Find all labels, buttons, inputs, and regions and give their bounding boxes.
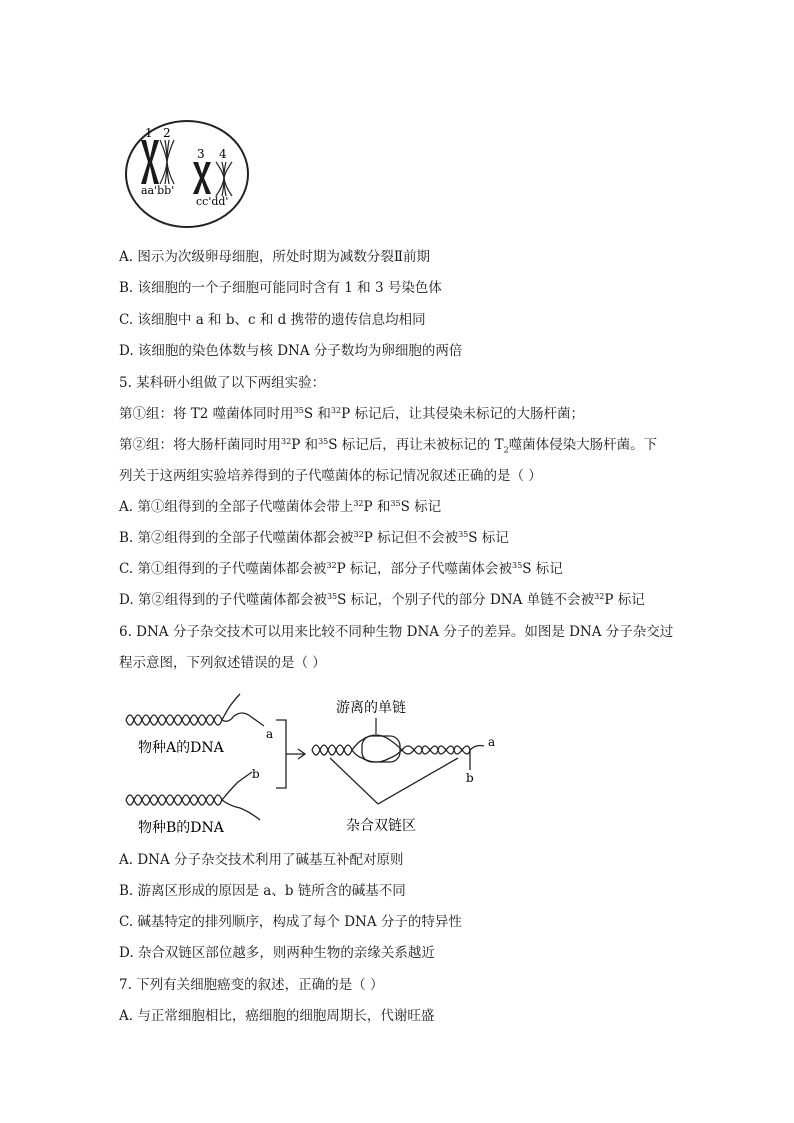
q7-stem: 7. 下列有关细胞癌变的叙述，正确的是（ ） bbox=[119, 977, 384, 993]
q5-b-text-c: S 标记 bbox=[468, 530, 509, 546]
q5-a-text-b: P 和 bbox=[363, 499, 391, 515]
allele-labels-left: aa'bb' bbox=[141, 184, 175, 197]
q5-c-text-b: P 标记，部分子代噬菌体会被 bbox=[336, 561, 512, 577]
q5-d-text-b: S 标记，个别子代的部分 DNA 单链不会被 bbox=[337, 592, 595, 608]
q5-option-c[interactable] bbox=[119, 559, 563, 579]
q5-g2-text-b: P 和 bbox=[291, 437, 319, 453]
chromosome-1 bbox=[141, 140, 159, 184]
q5-a-sup-p: 32 bbox=[353, 499, 364, 508]
q5-g2-text-d: 噬菌体侵染大肠杆菌。下 bbox=[508, 437, 658, 453]
q5-c-text-a: C. 第①组得到的子代噬菌体都会被 bbox=[119, 561, 327, 577]
q5-c-text-c: S 标记 bbox=[522, 561, 563, 577]
chromosome-4 bbox=[216, 162, 232, 196]
q5-a-text-a: A. 第①组得到的全部子代噬菌体会带上 bbox=[119, 499, 354, 515]
q5-g2-sup-s: 35 bbox=[318, 437, 329, 446]
chromosome-3 bbox=[193, 162, 211, 194]
q5-group-2 bbox=[119, 435, 657, 461]
q6-option-a[interactable]: A. DNA 分子杂交技术利用了碱基互补配对原则 bbox=[119, 852, 404, 868]
chromosome-label-3: 3 bbox=[197, 147, 205, 161]
q5-b-sup-s: 35 bbox=[458, 530, 469, 539]
q5-stem-continued: 列关于这两组实验培养得到的子代噬菌体的标记情况叙述正确的是（ ） bbox=[119, 468, 542, 484]
q5-b-text-a: B. 第②组得到的全部子代噬菌体都会被 bbox=[119, 530, 354, 546]
q5-a-text-c: S 标记 bbox=[400, 499, 442, 515]
q5-b-sup-p: 32 bbox=[353, 530, 364, 539]
q6-option-d[interactable]: D. 杂合双链区部位越多，则两种生物的亲缘关系越近 bbox=[119, 945, 435, 961]
q4-option-d[interactable]: D. 该细胞的染色体数与核 DNA 分子数均为卵细胞的两倍 bbox=[119, 343, 463, 359]
strand-b-label-left: b bbox=[252, 767, 260, 781]
q7-option-a[interactable]: A. 与正常细胞相比，癌细胞的细胞周期长，代谢旺盛 bbox=[119, 1008, 435, 1024]
q5-g2-text-a: 第②组：将大肠杆菌同时用 bbox=[119, 437, 281, 453]
q5-g1-text-c: P 标记后，让其侵染未标记的大肠杆菌； bbox=[341, 406, 584, 422]
species-a-label: 物种A的DNA bbox=[138, 740, 224, 756]
q5-d-sup-s: 35 bbox=[326, 592, 338, 601]
q5-g1-sup-s: 35 bbox=[293, 406, 304, 415]
chromosome-2 bbox=[160, 140, 174, 184]
q5-option-a[interactable] bbox=[119, 497, 441, 517]
chromosome-label-2: 2 bbox=[163, 126, 171, 140]
q5-g1-text-b: S 和 bbox=[303, 406, 331, 422]
dna-hybridization-figure bbox=[118, 686, 508, 844]
species-a-dna-helix bbox=[126, 694, 264, 726]
q5-option-d[interactable] bbox=[119, 590, 645, 610]
q5-stem: 5. 某科研小组做了以下两组实验： bbox=[119, 375, 326, 391]
q5-g2-text-c: S 标记后，再让未被标记的 T bbox=[328, 437, 504, 453]
q6-stem-line-1: 6. DNA 分子杂交技术可以用来比较不同种生物 DNA 分子的差异。如图是 DNA 分子杂交过 bbox=[119, 624, 674, 640]
chromosome-label-1: 1 bbox=[145, 126, 153, 140]
q5-option-b[interactable] bbox=[119, 528, 509, 548]
q4-option-a[interactable]: A. 图示为次级卵母细胞，所处时期为减数分裂Ⅱ前期 bbox=[119, 249, 431, 265]
q6-stem-line-2: 程示意图，下列叙述错误的是（ ） bbox=[119, 655, 326, 671]
hybrid-region-pointer bbox=[330, 758, 458, 804]
q5-g2-sup-p: 32 bbox=[281, 437, 292, 446]
q5-g1-sup-p: 32 bbox=[330, 406, 342, 415]
species-b-dna-helix bbox=[126, 772, 260, 820]
cell-chromosome-figure bbox=[124, 118, 252, 230]
strand-a-label-left: a bbox=[266, 727, 274, 741]
strand-b-label-right: b bbox=[466, 771, 474, 785]
free-single-strand-label: 游离的单链 bbox=[336, 700, 406, 716]
q5-d-sup-p: 32 bbox=[594, 592, 605, 601]
q6-option-c[interactable]: C. 碱基特定的排列顺序，构成了每个 DNA 分子的特异性 bbox=[119, 914, 462, 930]
q6-option-b[interactable]: B. 游离区形成的原因是 a、b 链所含的碱基不同 bbox=[119, 883, 406, 899]
merge-bracket bbox=[276, 720, 305, 788]
hybrid-double-strand-label: 杂合双链区 bbox=[346, 818, 416, 834]
chromosome-label-4: 4 bbox=[219, 147, 227, 161]
q5-g1-text-a: 第①组：将 T2 噬菌体同时用 bbox=[119, 406, 294, 422]
q4-option-b[interactable]: B. 该细胞的一个子细胞可能同时含有 1 和 3 号染色体 bbox=[119, 280, 442, 296]
q5-group-1 bbox=[119, 404, 584, 424]
q5-a-sup-s: 35 bbox=[390, 499, 401, 508]
q4-option-c[interactable]: C. 该细胞中 a 和 b、c 和 d 携带的遗传信息均相同 bbox=[119, 312, 426, 328]
q5-b-text-b: P 标记但不会被 bbox=[363, 530, 459, 546]
q5-c-sup-s: 35 bbox=[512, 561, 523, 570]
species-b-label: 物种B的DNA bbox=[138, 820, 224, 836]
q5-d-text-a: D. 第②组得到的子代噬菌体都会被 bbox=[119, 592, 327, 608]
q5-g2-sub: 2 bbox=[503, 445, 509, 455]
allele-labels-right: cc'dd' bbox=[196, 195, 229, 208]
strand-a-label-right: a bbox=[488, 735, 496, 749]
q5-c-sup-p: 32 bbox=[326, 561, 337, 570]
q5-d-text-c: P 标记 bbox=[604, 592, 645, 608]
